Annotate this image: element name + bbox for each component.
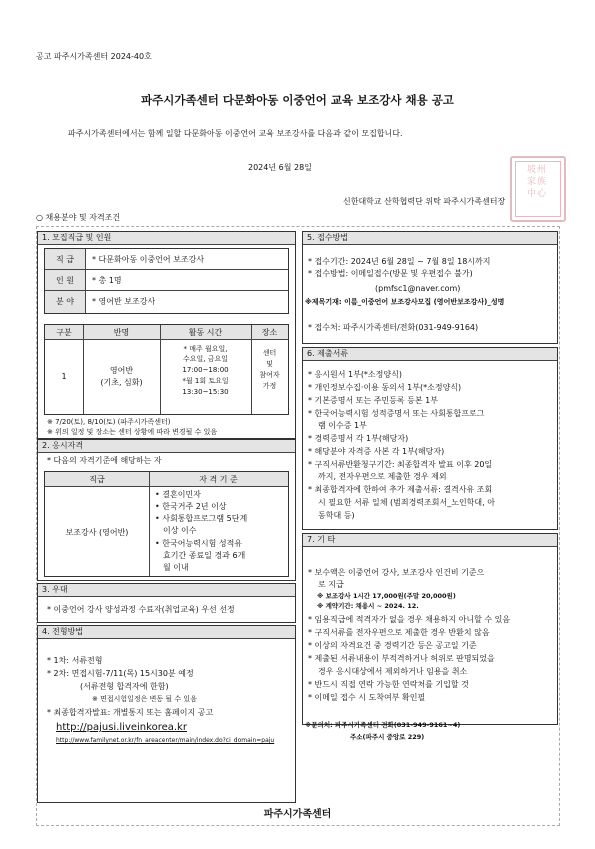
selection-interview-note: ※ 면접시험일정은 변동 될 수 있음 [92,695,197,703]
label-count: 인 원 [56,276,74,285]
doc-line-1: * 응시원서 1부(*소정양식) [308,370,402,379]
sched-time-2: 수요일, 금요일 [182,355,229,363]
qualification-table [44,471,289,577]
selection-step-2-note: (서류전형 합격자에 한함) [80,682,169,691]
qualification-desc: * 다음의 자격기준에 해당하는 자 [47,456,162,465]
doc-line-9: 까지, 전자우편으로 제출한 경우 제외 [318,472,447,481]
label-field: 분 야 [56,297,74,306]
etc-line-7: 경우 응시대상에서 제외하거나 임용을 취소 [318,667,468,676]
section-header: 3. 우대 [38,584,295,597]
section-header: 4. 전형방법 [38,626,295,639]
sched-place-3: 참여자 [259,371,280,379]
qual-criteria-7: 월 이내 [163,563,189,572]
homepage-link[interactable]: http://pajusi.liveinkorea.kr [56,722,187,733]
sched-place-1: 센터 [262,349,277,357]
value-field: * 영어반 보조강사 [92,297,156,306]
notice-date: 2024년 6월 28일 [248,163,312,172]
etc-line-5: * 이상의 자격요건 중 경력기간 등은 공고일 기준 [308,641,477,650]
etc-line-3: * 임용직급에 적격자가 없을 경우 채용하지 아니할 수 있음 [308,615,511,624]
sched-time-5: 13:30~15:30 [182,388,229,396]
schedule-note-1: ※ 7/20(토), 8/10(토) (파주시가족센터) [47,418,171,426]
page-title: 파주시가족센터 다문화아동 이중언어 교육 보조강사 채용 공고 [141,93,454,107]
etc-pay: ※ 보조강사 1시간 17,000원(주말 20,000원) [317,592,456,600]
value-rank: * 다문화아동 이중언어 보조강사 [92,255,205,264]
doc-line-5: 램 이수증 1부 [318,421,367,430]
application-subject: ※제목기재: 이름_이중언어 보조강사모집 (영어반보조강사)_성명 [305,298,505,306]
etc-line-8: * 반드시 직접 연락 가능한 연락처를 기입할 것 [308,680,469,689]
sched-place-2: 및 [266,360,273,368]
application-period: * 접수기간: 2024년 6월 28일 ~ 7월 8일 18시까지 [308,257,491,266]
qual-header-criteria: 자 격 기 준 [199,475,238,484]
preference-text: * 이중언어 강사 양성과정 수료자(취업교육) 우선 선정 [47,605,235,614]
section-header: 2. 응시자격 [38,440,295,453]
doc-line-7: * 해당분야 자격증 사본 각 1부(해당자) [308,447,445,456]
sched-header-time: 활동 시간 [188,328,223,337]
doc-line-12: 동학대 등) [318,511,355,520]
selection-step-2: * 2차: 면접시험-7/11(목) 15시30분 예정 [47,669,194,678]
etc-line-4: * 구직서류를 전자우편으로 제출한 경우 반환치 않음 [308,628,490,637]
sched-class-2: (기초, 심화) [100,378,143,387]
section-preference [37,583,296,623]
sched-header-no: 구분 [56,328,72,337]
qual-criteria-3: • 사회통합프로그램 5단계 [155,514,248,523]
selection-final: * 최종합격자발표: 개별통지 또는 홈페이지 공고 [47,708,214,717]
application-place: * 접수처: 파주시가족센터/전화(031-949-9164) [308,323,479,332]
qual-criteria-6: 효기간 종료일 경과 6개 [163,551,246,560]
sched-time-3: 17:00~18:00 [182,366,229,374]
etc-contract: ※ 계약기간: 채용시 ~ 2024. 12. [317,602,419,610]
qual-criteria-2: • 한국거주 2년 이상 [155,502,227,511]
qual-criteria-1: • 결혼이민자 [155,490,201,499]
doc-line-11: 시 필요한 서류 일체 (범죄경력조회서_노인학대, 아 [318,498,495,507]
sched-class-1: 영어반 [109,366,134,375]
section-header: 6. 제출서류 [303,348,557,361]
doc-line-8: * 구직서류반환청구기간: 최종합격자 발표 이후 20일 [308,460,493,469]
organization: 신한대학교 산학협력단 위탁 파주시가족센터장 [343,197,506,206]
etc-line-2: 로 지급 [318,580,344,589]
application-email[interactable]: (pmfsc1@naver.com) [375,284,461,293]
schedule-note-2: ※ 위의 일정 및 장소는 센터 상황에 따라 변경될 수 있음 [47,428,218,436]
doc-line-10: * 최종합격자에 한하여 추가 제출서류: 결격사유 조회 [308,485,493,494]
intro-text: 파주시가족센터에서는 함께 일할 다문화아동 이중언어 교육 보조강사를 다음과 같이 모집합니다. [68,129,403,138]
doc-line-2: * 개인정보수집·이용 동의서 1부(*소정양식) [308,383,462,392]
etc-line-9: * 이메일 접수 시 도착여부 확인필 [308,693,426,702]
selection-step-1: * 1차: 서류전형 [47,656,103,665]
qual-criteria-4: 이상 이수 [163,526,197,535]
qual-job: 보조강사 (영어반) [65,528,129,537]
section-header: 5. 접수방법 [303,232,557,245]
doc-line-3: * 기본증명서 또는 주민등록 등본 1부 [308,396,438,405]
doc-line-4: * 한국어능력시험 성적증명서 또는 사회통합프로그 [308,409,485,418]
section-title: ○ 채용분야 및 자격조건 [36,213,121,222]
sched-header-place: 장소 [261,328,278,337]
sched-time-4: *월 1회 토요일 [182,377,229,385]
section-header: 7. 기 타 [303,534,557,547]
sched-place-4: 가정 [262,382,277,390]
qual-header-job: 직급 [89,475,105,484]
familynet-link[interactable]: http://www.familynet.or.kr/fn_areacenter/main/index.do?ci_domain=paju [56,737,275,744]
section-header: 1. 모집직급 및 인원 [38,232,295,245]
schedule-table [44,324,289,415]
doc-line-6: * 경력증명서 각 1부(해당자) [308,434,409,443]
recruit-table [44,248,289,314]
notice-number: 공고 파주시가족센터 2024-40호 [36,52,152,61]
contact-address: 주소(파주시 중앙로 229) [350,733,425,741]
sched-no: 1 [61,372,67,381]
sched-time-1: * 매주 월요일, [183,345,228,353]
contact-phone: ※문의처: 파주시가족센터 전화(031-949-9161~4) [305,721,461,729]
official-seal: 坡州 家族 中心 [510,156,566,222]
etc-line-6: * 제출된 서류내용이 부적격하거나 허위로 판명되었을 [308,654,495,663]
label-rank: 직 급 [56,255,74,264]
sched-header-class: 반명 [113,328,130,337]
etc-line-1: * 보수액은 이중언어 강사, 보조강사 인건비 기준으 [308,568,485,577]
application-method: * 접수방법: 이메일접수(방문 및 우편접수 불가) [308,269,473,278]
qual-criteria-5: • 한국어능력시험 성적유 [155,539,243,548]
footer-org: 파주시가족센터 [263,809,332,820]
value-count: * 총 1명 [92,276,122,285]
